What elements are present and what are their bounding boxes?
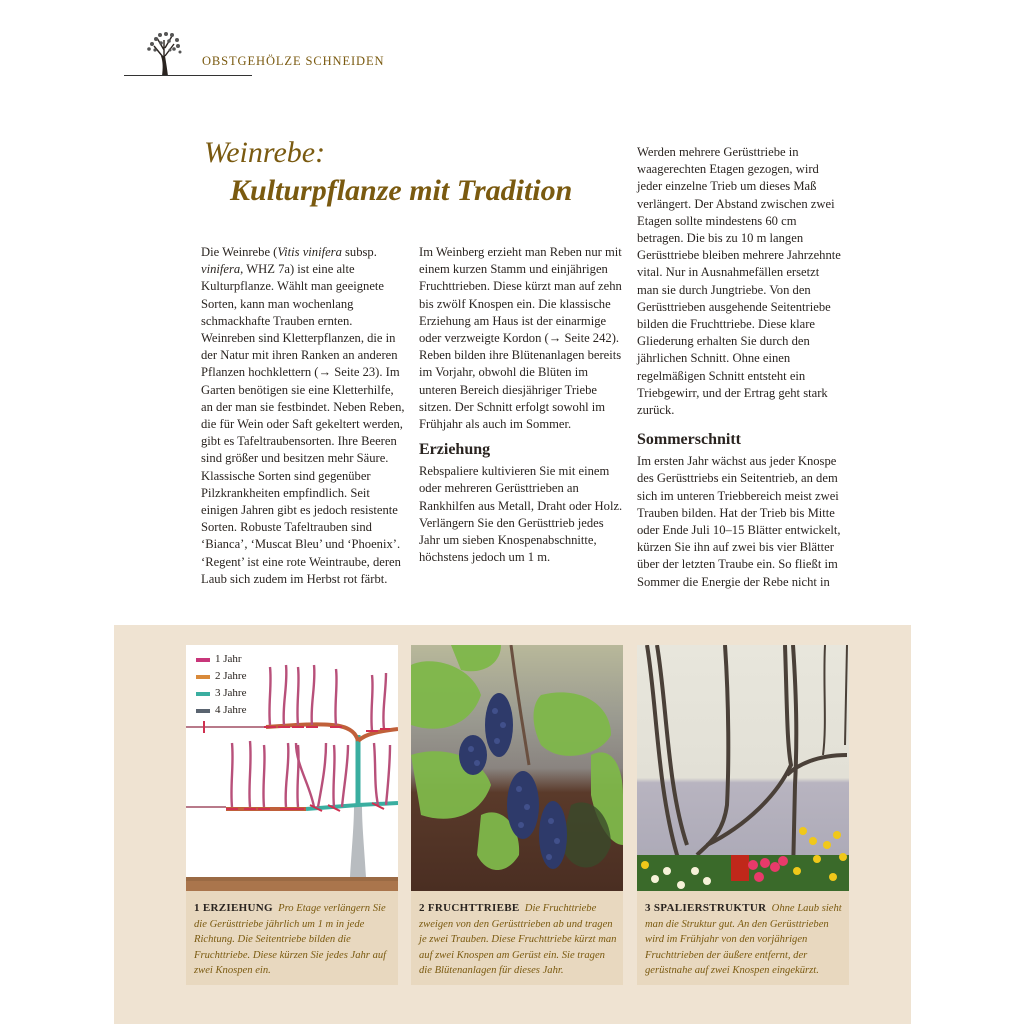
legend-item	[196, 702, 246, 719]
legend-item	[196, 651, 246, 668]
paragraph: Im Weinberg erzieht man Reben nur mit einem kurzen Stamm und einjährigen Fruchttrieben. Diese kürzt man auf zehn bis zwölf Knospen ein. Die klassische Erziehung am Haus ist der einarmige oder verzweigte Kordon (→ Seite 242).	[419, 245, 622, 346]
paragraph: Reben bilden ihre Blütenanlagen bereits im Vorjahr, obwohl die Blüten im unteren Bereich diesjähriger Triebe sitzen. Der Schnitt erfolgt sowohl im Frühjahr als auch im Sommer.	[419, 348, 622, 432]
figure-fruchttriebe	[411, 645, 623, 985]
grapes-photo	[411, 645, 623, 891]
section-heading: Erziehung	[419, 441, 491, 459]
section-heading: Sommerschnitt	[637, 431, 741, 449]
botanical-name: vinifera	[201, 262, 241, 277]
legend-swatch	[196, 709, 210, 713]
title-line-1: Weinrebe:	[204, 136, 326, 169]
figure-caption	[419, 901, 619, 979]
grapes-illustration	[411, 645, 623, 891]
legend-item	[196, 668, 246, 685]
text-span: subsp.	[341, 245, 377, 259]
caption-text: Ohne Laub sieht man die Struktur gut. An den Gerüsttrieben wird im Frühjahr von den vorjährigen Fruchttrieben der äußere entfernt, der gerüstnahe auf zwei Knospen eingekürzt.	[645, 903, 842, 976]
legend-item	[196, 685, 246, 702]
text-span: , WHZ 7a) ist eine alte Kulturpflanze. Wählt man geeignete Sorten, kann man wochenlang schmackhafte Trauben ernten. Weinreben sind Kletterpflanzen, die in der Natur mit ihren Ranken an anderen Pflanzen hochklettern (→ Seite 23). Im Garten benötigen sie eine Kletterhilfe, an der man sie festbindet. Neben Reben, die für Wein oder Saft gekeltert werden, gibt es Tafeltraubensorten. Ihre Beeren sind größer und besitzen mehr Säure. Klassische Sorten sind gegenüber Pilzkrankheiten empfindlich. Seit einigen Jahren gibt es jedoch resistente Sorten. Robuste Tafeltrauben sind ‘Bianca’, ‘Muscat Bleu’ und ‘Phoenix’. ‘Regent’ ist eine rote Weintraube, deren Laub sich zudem im Herbst rot färbt.	[201, 262, 405, 586]
paragraph: Werden mehrere Gerüsttriebe in waagerechten Etagen gezogen, wird jeder einzelne Trieb um dieses Maß verlängert. Der Abstand zwischen zwei Etagen sollte mindestens 60 cm betragen. Die bis zu 10 m langen Gerüsttriebe bleiben mehrere Jahrzehnte vital. Nur in Ausnahmefällen ersetzt man sie durch Jungtriebe. Von den Gerüsttrieben ausgehende Seitentriebe bilden die Fruchttriebe. Diese klare Gliederung erhalten Sie durch den jährlichen Schnitt. Ohne einen regelmäßigen Schnitt entsteht ein Triebgewirr, und der Ertrag geht stark zurück.	[637, 145, 841, 418]
figure-erziehung	[186, 645, 398, 985]
section-title: OBSTGEHÖLZE SCHNEIDEN	[202, 54, 385, 68]
title-line-2: Kulturpflanze mit Tradition	[230, 174, 573, 207]
legend-swatch	[196, 658, 210, 662]
caption-number: 3	[645, 902, 651, 914]
paragraph: Rebspaliere kultivieren Sie mit einem oder mehreren Gerüsttrieben an Rankhilfen aus Metall, Draht oder Holz. Verlängern Sie den Gerüsttrieb jedes Jahr um sieben Knospenabschnitte, höchstens jedoch um 1 m.	[419, 464, 623, 565]
running-header	[124, 30, 384, 78]
figure-caption	[645, 901, 845, 979]
caption-number: 1	[194, 902, 200, 914]
diagram-legend	[196, 651, 246, 719]
text-span: Die Weinrebe (	[201, 245, 278, 259]
tree-icon	[142, 30, 186, 76]
text-column-3	[637, 144, 843, 591]
caption-text: Die Fruchttriebe zweigen von den Gerüsttrieben ab und tragen je zwei Trauben. Diese Fruchttriebe kürzt man auf zwei Knospen am Gerüst ein. Sie tragen die Blütenanlagen für dieses Jahr.	[419, 903, 617, 976]
legend-label: 2 Jahre	[215, 670, 247, 682]
caption-number: 2	[419, 902, 425, 914]
legend-swatch	[196, 692, 210, 696]
paragraph: Im ersten Jahr wächst aus jeder Knospe des Gerüsttriebs ein Seitentrieb, an dem sich im unteren Triebbereich meist zwei Trauben bilden. Hat der Trieb bis Mitte oder Ende Juli 10–15 Blätter entwickelt, kürzen Sie ihn auf zwei bis vier Blätter über der letzten Traube ein. So fließt im Sommer die Energie der Rebe nicht in	[637, 454, 841, 589]
legend-label: 4 Jahre	[215, 704, 247, 716]
figure-spalierstruktur	[637, 645, 849, 985]
text-column-1	[201, 244, 407, 588]
caption-label: FRUCHTTRIEBE	[427, 902, 520, 914]
trellis-photo	[637, 645, 849, 891]
header-rule	[124, 75, 252, 76]
text-column-2	[419, 244, 625, 566]
caption-text: Pro Etage verlängern Sie die Gerüsttriebe jährlich um 1 m in jede Richtung. Die Seitentriebe bilden die Fruchttriebe. Diese kürzen Sie jedes Jahr auf zwei Knospen ein.	[194, 903, 387, 976]
page-title	[204, 134, 572, 210]
caption-label: SPALIERSTRUKTUR	[653, 902, 767, 914]
caption-label: ERZIEHUNG	[202, 902, 273, 914]
legend-swatch	[196, 675, 210, 679]
botanical-name: Vitis vinifera	[277, 245, 342, 259]
paragraph	[201, 244, 407, 588]
figure-caption	[194, 901, 394, 979]
vine-illustration	[637, 645, 849, 891]
legend-label: 1 Jahr	[215, 653, 242, 665]
trellis-diagram	[186, 645, 398, 891]
legend-label: 3 Jahre	[215, 687, 247, 699]
